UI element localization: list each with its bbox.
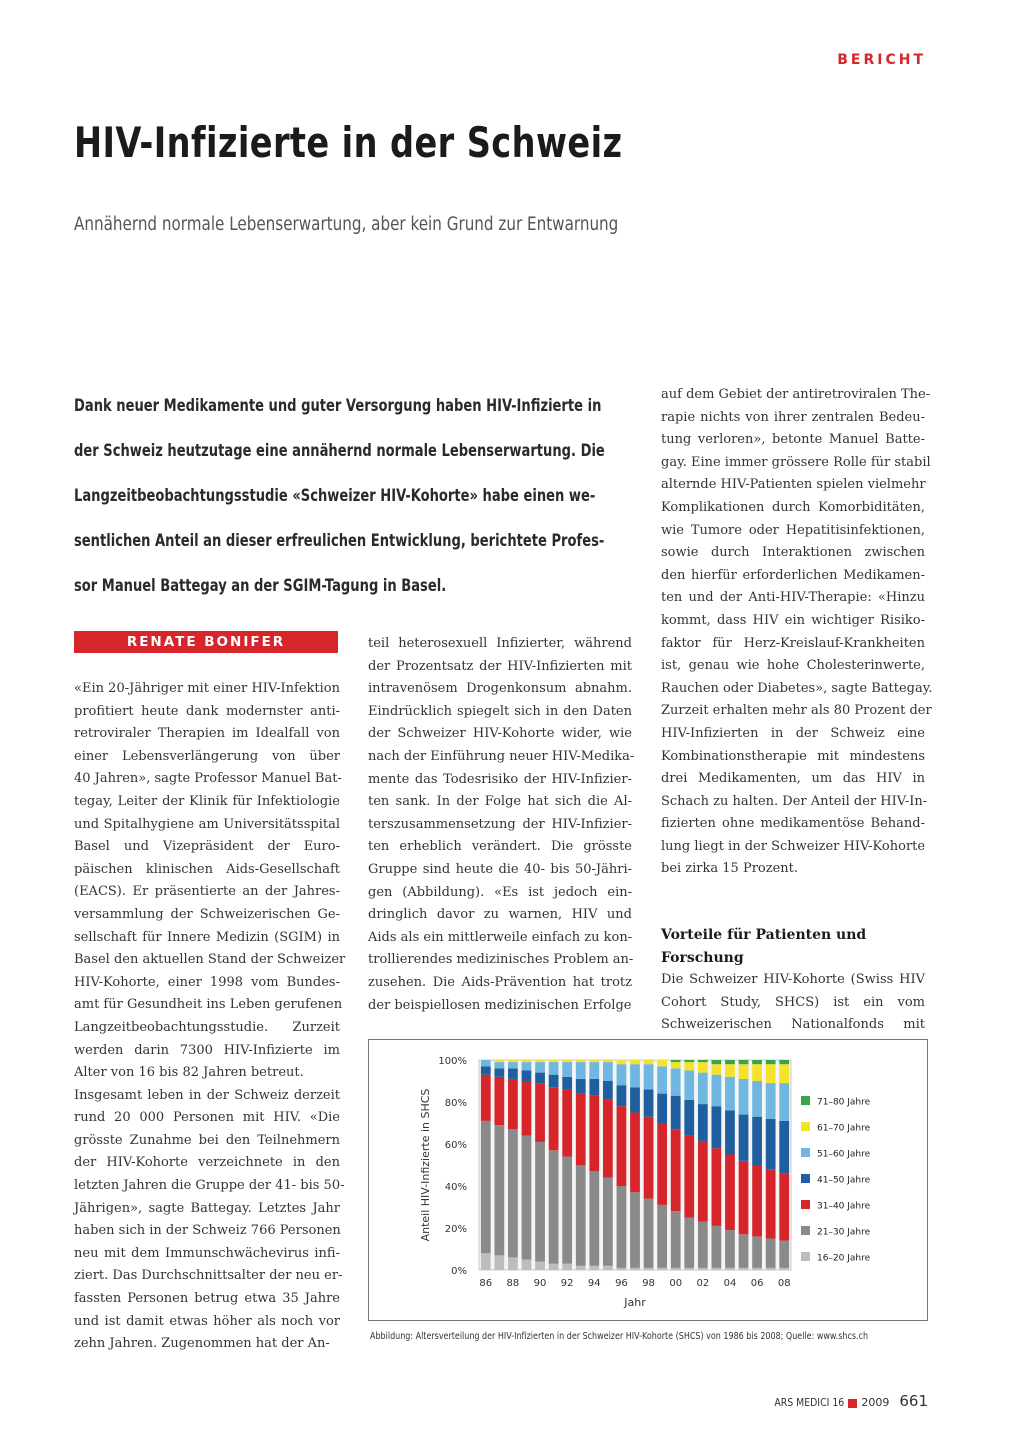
text-line: der Prozentsatz der HIV-Infizierten mit <box>368 658 632 674</box>
text-line: letzten Jahren die Gruppe der 41- bis 50- <box>74 1178 345 1194</box>
bar-segment <box>684 1268 694 1270</box>
bar-segment <box>494 1068 504 1076</box>
bar-segment <box>630 1087 640 1112</box>
text-line: der beispiellosen medizinischen Erfolge <box>368 997 632 1013</box>
text-line: versammlung der Schweizerischen Ge- <box>74 906 340 922</box>
y-tick-label: 20% <box>444 1224 467 1235</box>
bar-segment <box>766 1268 776 1270</box>
text-column-3 <box>661 384 933 881</box>
bar-segment <box>494 1077 504 1125</box>
legend-swatch <box>801 1096 810 1105</box>
bar-segment <box>603 1100 613 1178</box>
text-line: amt für Gesundheit ins Leben gerufenen <box>74 997 343 1013</box>
bar-segment <box>698 1062 708 1073</box>
bar-segment <box>644 1199 654 1268</box>
text-line: «Ein 20-Jähriger mit einer HIV-Infektion <box>74 681 340 696</box>
x-tick-label: 98 <box>642 1278 655 1289</box>
bar-segment <box>671 1062 681 1068</box>
bar-segment <box>712 1268 722 1270</box>
text-line: HIV-Kohorte, einer 1998 vom Bundes- <box>74 974 340 990</box>
text-line: Basel und Vizepräsident der Euro- <box>74 839 340 855</box>
legend-label: 21–30 Jahre <box>817 1227 871 1238</box>
text-line: und Spitalhygiene am Universitätsspital <box>74 816 340 832</box>
text-line: sellschaft für Innere Medizin (SGIM) in <box>74 929 340 945</box>
bar-segment <box>698 1073 708 1105</box>
lead-line: Langzeitbeobachtungsstudie «Schweizer HIV-Kohorte» habe einen we- <box>74 486 596 506</box>
bar-segment <box>481 1253 491 1270</box>
lead-line: sor Manuel Battegay an der SGIM-Tagung in Basel. <box>74 576 447 596</box>
bar-segment <box>725 1268 735 1270</box>
bar-segment <box>549 1150 559 1263</box>
x-tick-label: 88 <box>506 1278 520 1289</box>
bar-segment <box>630 1113 640 1193</box>
y-tick-label: 0% <box>451 1266 467 1277</box>
bar-segment <box>779 1083 789 1121</box>
x-tick-label: 02 <box>696 1278 710 1289</box>
bar-segment <box>739 1064 749 1079</box>
bar-segment <box>725 1077 735 1111</box>
text-line: Rauchen oder Diabetes», sagte Battegay. <box>661 680 933 696</box>
y-tick-label: 80% <box>444 1098 467 1109</box>
bar-segment <box>698 1104 708 1142</box>
footer-year: 2009 <box>861 1396 890 1409</box>
bar-segment <box>481 1121 491 1253</box>
bar-segment <box>766 1169 776 1238</box>
lead-line: sentlichen Anteil an dieser erfreulichen Entwicklung, berichtete Profes- <box>74 531 605 551</box>
x-tick-label: 06 <box>750 1278 764 1289</box>
bar-segment <box>739 1060 749 1064</box>
text-line: fizierten ohne medikamentöse Behand- <box>661 816 925 832</box>
bar-segment <box>725 1230 735 1268</box>
bar-segment <box>508 1060 518 1062</box>
text-line: lung liegt in der Schweizer HIV-Kohorte <box>661 838 926 854</box>
text-line: Gruppe sind heute die 40- bis 50-Jähri- <box>368 861 632 877</box>
bar-segment <box>644 1089 654 1116</box>
text-line: fassten Personen betrug etwa 35 Jahre <box>74 1291 340 1307</box>
bar-segment <box>657 1094 667 1123</box>
bar-segment <box>671 1268 681 1270</box>
bar-segment <box>766 1083 776 1119</box>
text-line: Schweizerischen Nationalfonds mit <box>661 1017 925 1033</box>
text-line: ist, genau wie hohe Cholesterinwerte, <box>661 658 925 674</box>
text-line: Alter von 16 bis 82 Jahren betreut. <box>74 1065 304 1081</box>
author-byline: RENATE BONIFER <box>74 631 338 653</box>
bar-segment <box>617 1268 627 1270</box>
bar-segment <box>603 1062 613 1081</box>
bar-segment <box>752 1081 762 1117</box>
bar-segment <box>766 1064 776 1083</box>
bar-segment <box>576 1094 586 1165</box>
bar-segment <box>766 1060 776 1064</box>
text-line: Cohort Study, SHCS) ist ein vom <box>661 994 925 1010</box>
bar-segment <box>712 1075 722 1107</box>
bar-segment <box>522 1071 532 1082</box>
bar-segment <box>725 1064 735 1077</box>
bar-segment <box>589 1096 599 1172</box>
bar-segment <box>535 1262 545 1270</box>
bar-segment <box>684 1071 694 1100</box>
bar-segment <box>752 1268 762 1270</box>
bar-segment <box>684 1136 694 1218</box>
bar-segment <box>549 1075 559 1088</box>
bar-segment <box>522 1081 532 1136</box>
bar-segment <box>589 1062 599 1079</box>
legend-swatch <box>801 1148 810 1157</box>
bar-segment <box>671 1129 681 1211</box>
bar-segment <box>576 1062 586 1079</box>
bar-segment <box>576 1060 586 1062</box>
bar-segment <box>671 1211 681 1268</box>
bar-segment <box>617 1106 627 1186</box>
text-line: tung verloren», betonte Manuel Batte- <box>661 432 925 448</box>
bar-segment <box>684 1100 694 1136</box>
bar-segment <box>481 1066 491 1074</box>
legend-swatch <box>801 1122 810 1131</box>
text-line: (EACS). Er präsentierte an der Jahres- <box>74 884 340 900</box>
y-tick-label: 100% <box>438 1056 467 1067</box>
bar-segment <box>576 1165 586 1266</box>
bar-segment <box>712 1106 722 1148</box>
legend-swatch <box>801 1174 810 1183</box>
bar-segment <box>481 1060 491 1066</box>
bar-segment <box>522 1260 532 1271</box>
text-line: terszusammensetzung der HIV-Infizier- <box>368 816 632 832</box>
x-tick-label: 92 <box>560 1278 574 1289</box>
legend-swatch <box>801 1200 810 1209</box>
bar-segment <box>576 1266 586 1270</box>
bar-segment <box>562 1077 572 1090</box>
text-line: Insgesamt leben in der Schweiz derzeit <box>74 1087 340 1103</box>
bar-segment <box>576 1079 586 1094</box>
text-line: ten sank. In der Folge hat sich die Al- <box>368 794 632 810</box>
page-title: HIV-Infizierte in der Schweiz <box>74 118 623 167</box>
text-line: Zurzeit erhalten mehr als 80 Prozent der <box>661 703 932 719</box>
bar-segment <box>494 1125 504 1255</box>
bar-segment <box>779 1268 789 1270</box>
text-line: ten erheblich verändert. Die grösste <box>368 839 632 855</box>
bar-segment <box>630 1060 640 1064</box>
x-axis-label: Jahr <box>624 1296 646 1309</box>
section-heading: Forschung <box>661 949 744 966</box>
bar-segment <box>522 1060 532 1062</box>
text-line: haben sich in der Schweiz 766 Personen <box>74 1223 341 1239</box>
bar-segment <box>562 1264 572 1270</box>
bar-segment <box>508 1129 518 1257</box>
bar-segment <box>644 1064 654 1089</box>
bar-segment <box>766 1239 776 1268</box>
bar-segment <box>562 1089 572 1156</box>
legend-label: 16–20 Jahre <box>817 1253 871 1264</box>
x-tick-label: 90 <box>533 1278 547 1289</box>
bar-segment <box>779 1064 789 1083</box>
bar-segment <box>671 1060 681 1062</box>
text-line: wie Tumore oder Hepatitisinfektionen, <box>661 522 925 538</box>
text-line: mente das Todesrisiko der HIV-Infizier- <box>368 771 632 787</box>
y-axis-label: Anteil HIV-Infizierte in SHCS <box>419 1088 432 1242</box>
text-line: gay. Eine immer grössere Rolle für stabil <box>661 454 931 470</box>
text-line: ten und der Anti-HIV-Therapie: «Hinzu <box>661 590 925 606</box>
x-tick-label: 04 <box>723 1278 737 1289</box>
text-line: zehn Jahren. Zugenommen hat der An- <box>74 1336 330 1352</box>
bar-segment <box>562 1157 572 1264</box>
text-line: der Schweizer HIV-Kohorte wider, wie <box>368 726 632 742</box>
bar-segment <box>657 1205 667 1268</box>
x-tick-label: 96 <box>615 1278 628 1289</box>
bar-segment <box>617 1186 627 1268</box>
bar-segment <box>535 1142 545 1262</box>
text-line: retroviraler Therapien im Idealfall von <box>74 726 340 742</box>
lead-paragraph <box>74 384 613 609</box>
legend-swatch <box>801 1226 810 1235</box>
footer-square-icon <box>848 1399 857 1408</box>
bar-segment <box>617 1085 627 1106</box>
text-line: nach der Einführung neuer HIV-Medika- <box>368 748 635 764</box>
page-subtitle: Annähernd normale Lebenserwartung, aber kein Grund zur Entwarnung <box>74 214 619 235</box>
stacked-bar-chart <box>369 1040 927 1320</box>
bar-segment <box>603 1060 613 1062</box>
bar-segment <box>752 1060 762 1064</box>
text-column-3-section <box>661 924 925 1037</box>
bar-segment <box>630 1192 640 1268</box>
bar-segment <box>739 1234 749 1268</box>
bar-segment <box>589 1171 599 1266</box>
legend-swatch <box>801 1252 810 1261</box>
bar-segment <box>657 1268 667 1270</box>
bar-segment <box>712 1148 722 1226</box>
bar-segment <box>589 1079 599 1096</box>
legend-label: 31–40 Jahre <box>817 1201 871 1212</box>
text-line: Jährigen», sagte Battegay. Letztes Jahr <box>74 1200 340 1216</box>
text-line: grösste Zunahme bei den Teilnehmern <box>74 1132 340 1148</box>
text-line: Schach zu halten. Der Anteil der HIV-In- <box>661 793 928 809</box>
text-line: intravenösem Drogenkonsum abnahm. <box>368 681 632 697</box>
text-line: tegay, Leiter der Klinik für Infektiologie <box>74 793 340 809</box>
bar-segment <box>752 1117 762 1165</box>
bar-segment <box>752 1165 762 1236</box>
text-line: päischen klinischen Aids-Gesellschaft <box>74 861 340 877</box>
bar-segment <box>712 1060 722 1064</box>
bar-segment <box>725 1060 735 1064</box>
text-line: den hierfür erforderlichen Medikamen- <box>661 567 925 583</box>
text-line: rapie nichts von ihrer zentralen Bedeu- <box>661 409 925 425</box>
text-line: dringlich davor zu warnen, HIV und <box>368 907 632 923</box>
bar-segment <box>494 1060 504 1062</box>
bar-segment <box>562 1062 572 1077</box>
bar-segment <box>657 1123 667 1205</box>
text-line: Eindrücklich spiegelt sich in den Daten <box>368 703 632 719</box>
section-heading: Vorteile für Patienten und <box>661 927 867 943</box>
legend-label: 51–60 Jahre <box>817 1149 871 1160</box>
text-line: neu mit dem Immunschwächevirus infi- <box>74 1245 340 1261</box>
bar-segment <box>671 1096 681 1130</box>
bar-segment <box>739 1115 749 1161</box>
bar-segment <box>779 1241 789 1268</box>
y-tick-label: 60% <box>444 1140 467 1151</box>
text-line: trollierendes medizinisches Problem an- <box>368 952 634 968</box>
bar-segment <box>549 1264 559 1270</box>
bar-segment <box>779 1173 789 1240</box>
bar-segment <box>698 1222 708 1268</box>
bar-segment <box>549 1062 559 1075</box>
bar-segment <box>562 1060 572 1062</box>
bar-segment <box>779 1060 789 1064</box>
text-line: und ist damit etwas höher als noch vor <box>74 1313 340 1329</box>
bar-segment <box>698 1268 708 1270</box>
x-tick-label: 00 <box>669 1278 683 1289</box>
bar-segment <box>644 1060 654 1064</box>
lead-line: Dank neuer Medikamente und guter Versorgung haben HIV-Infizierte in <box>74 396 602 416</box>
bar-segment <box>481 1075 491 1121</box>
text-line: 40 Jahren», sagte Professor Manuel Bat- <box>74 771 342 787</box>
text-line: ziert. Das Durchschnittsalter der neu er- <box>74 1268 343 1284</box>
bar-segment <box>535 1073 545 1084</box>
text-line: profitiert heute dank modernster anti- <box>74 703 340 719</box>
bar-segment <box>698 1142 708 1222</box>
text-line: alternde HIV-Patienten spielen vielmehr <box>661 477 926 493</box>
text-line: Kombinationstherapie mit mindestens <box>661 748 925 764</box>
legend-label: 71–80 Jahre <box>817 1097 871 1108</box>
text-line: auf dem Gebiet der antiretroviralen The- <box>661 387 931 402</box>
bar-segment <box>698 1060 708 1062</box>
bar-segment <box>522 1062 532 1070</box>
bar-segment <box>752 1236 762 1268</box>
bar-segment <box>535 1083 545 1142</box>
bar-segment <box>603 1081 613 1100</box>
text-line: gen (Abbildung). «Es ist jedoch ein- <box>368 884 632 900</box>
bar-segment <box>712 1064 722 1075</box>
bar-segment <box>603 1266 613 1270</box>
bar-segment <box>494 1062 504 1068</box>
text-column-1 <box>74 678 346 1356</box>
bar-segment <box>684 1060 694 1062</box>
text-line: kommt, dass HIV ein wichtiger Risiko- <box>661 612 925 628</box>
x-tick-label: 94 <box>587 1278 601 1289</box>
bar-segment <box>766 1119 776 1169</box>
text-line: teil heterosexuell Infizierter, während <box>368 636 632 651</box>
text-column-2 <box>368 633 635 1017</box>
bar-segment <box>589 1060 599 1062</box>
magazine-name: ARS MEDICI 16 <box>774 1396 845 1409</box>
text-line: zusehen. Die Aids-Prävention hat trotz <box>368 974 632 990</box>
bar-segment <box>535 1062 545 1073</box>
text-line: Die Schweizer HIV-Kohorte (Swiss HIV <box>661 972 925 988</box>
bar-segment <box>671 1068 681 1095</box>
bar-segment <box>752 1064 762 1081</box>
bar-segment <box>644 1268 654 1270</box>
bar-segment <box>712 1226 722 1268</box>
bar-segment <box>684 1218 694 1268</box>
bar-segment <box>508 1068 518 1079</box>
page-number: 661 <box>899 1392 928 1410</box>
y-tick-label: 40% <box>444 1182 467 1193</box>
bar-segment <box>644 1117 654 1199</box>
section-label: BERICHT <box>837 52 926 68</box>
age-distribution-figure <box>368 1039 928 1321</box>
bar-segment <box>725 1155 735 1231</box>
text-line: rund 20 000 Personen mit HIV. «Die <box>74 1110 340 1126</box>
text-line: sowie durch Interaktionen zwischen <box>661 545 925 561</box>
bar-segment <box>589 1266 599 1270</box>
text-line: drei Medikamenten, um das HIV in <box>661 771 925 787</box>
bar-segment <box>617 1064 627 1085</box>
bar-segment <box>535 1060 545 1062</box>
bar-segment <box>508 1079 518 1129</box>
bar-segment <box>630 1064 640 1087</box>
bar-segment <box>739 1161 749 1235</box>
text-line: Basel den aktuellen Stand der Schweizer <box>74 952 346 968</box>
bar-segment <box>508 1062 518 1068</box>
bar-segment <box>684 1062 694 1070</box>
page-footer <box>762 1392 928 1410</box>
text-line: faktor für Herz-Kreislauf-Krankheiten <box>661 635 925 651</box>
bar-segment <box>549 1087 559 1150</box>
bar-segment <box>630 1268 640 1270</box>
text-line: werden darin 7300 HIV-Infizierte im <box>74 1042 340 1058</box>
bar-segment <box>739 1079 749 1115</box>
bar-segment <box>617 1060 627 1064</box>
bar-segment <box>603 1178 613 1266</box>
figure-caption: Abbildung: Altersverteilung der HIV-Infizierten in der Schweizer HIV-Kohorte (SHCS) von 1986 bis 2008; Quelle: www.shcs.ch <box>370 1331 869 1342</box>
x-tick-label: 08 <box>777 1278 791 1289</box>
bar-segment <box>725 1110 735 1154</box>
x-tick-label: 86 <box>479 1278 493 1289</box>
text-line: der HIV-Kohorte verzeichnete in den <box>74 1155 340 1171</box>
text-line: Aids als ein mittlerweile einfach zu kon- <box>368 929 633 945</box>
bar-segment <box>508 1257 518 1270</box>
bar-segment <box>657 1060 667 1066</box>
legend-label: 41–50 Jahre <box>817 1175 871 1186</box>
bar-segment <box>657 1066 667 1093</box>
text-line: Komplikationen durch Komorbiditäten, <box>661 499 925 515</box>
text-line: bei zirka 15 Prozent. <box>661 861 799 877</box>
text-line: einer Lebensverlängerung von über <box>74 748 340 764</box>
bar-segment <box>779 1121 789 1174</box>
bar-segment <box>494 1255 504 1270</box>
bar-segment <box>549 1060 559 1062</box>
text-line: HIV-Infizierten in der Schweiz eine <box>661 725 925 741</box>
text-line: Langzeitbeobachtungsstudie. Zurzeit <box>74 1019 340 1035</box>
legend-label: 61–70 Jahre <box>817 1123 871 1134</box>
bar-segment <box>739 1268 749 1270</box>
lead-line: der Schweiz heutzutage eine annähernd normale Lebenserwartung. Die <box>74 441 605 461</box>
bar-segment <box>522 1136 532 1260</box>
